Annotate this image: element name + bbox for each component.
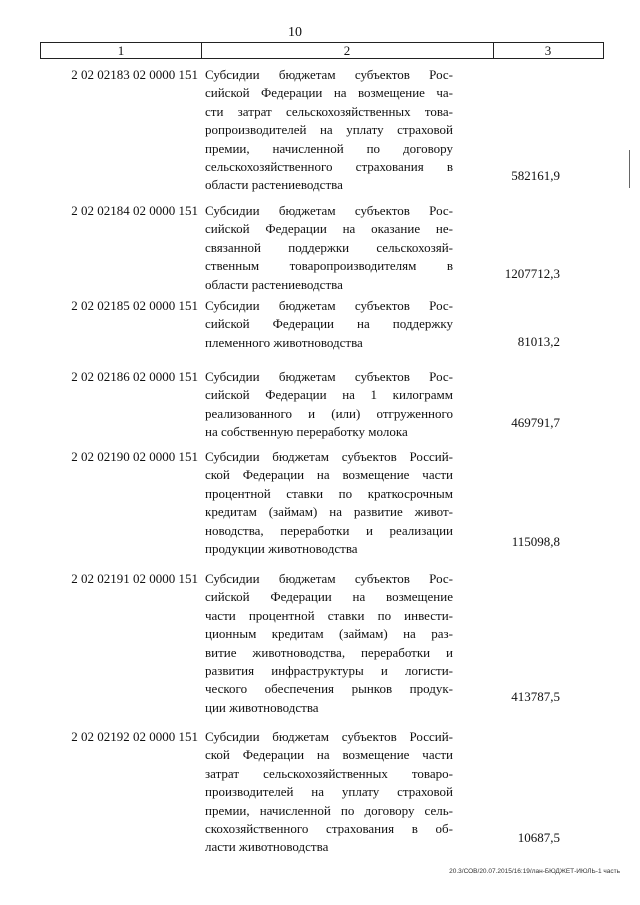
row-description [205,570,453,717]
row-code: 2 02 02191 02 0000 151 [71,571,198,586]
description-line: области растениеводства [205,177,343,193]
description-line: премии, начисленной по договору сель- [205,802,453,818]
description-line: Субсидии бюджетам субъектов Рос- [205,203,453,218]
row-amount: 413787,5 [511,689,560,704]
description-line: процентной ставки по краткосрочным [205,485,453,501]
description-line: ласти животноводства [205,839,329,855]
row-amount: 1207712,3 [504,266,560,281]
description-line: связанной поддержки сельскохозяй- [205,239,453,255]
description-line: ции животноводства [205,699,319,715]
row-description [205,297,453,352]
header-col-1: 1 [41,43,202,58]
description-line: части процентной ставки по инвести- [205,607,453,623]
row-description [205,728,453,857]
row-code: 2 02 02186 02 0000 151 [71,369,198,384]
description-line: затрат сельскохозяйственных товаро- [205,765,453,781]
header-col-2: 2 [201,43,494,58]
row-code: 2 02 02184 02 0000 151 [71,203,198,218]
description-line: кредитам (займам) на развитие живот- [205,504,453,520]
row-amount: 582161,9 [511,168,560,183]
row-code: 2 02 02185 02 0000 151 [71,298,198,313]
row-amount: 81013,2 [517,334,560,349]
description-line: витие животноводства, переработки и [205,644,453,660]
row-code: 2 02 02192 02 0000 151 [71,729,198,744]
table-header-row [40,42,604,59]
description-line: Субсидии бюджетам субъектов Россий- [205,449,453,464]
description-line: на собственную переработку молока [205,424,408,440]
row-description [205,202,453,294]
description-line: ской Федерации на возмещение части [205,467,453,483]
description-line: сти затрат сельскохозяйственных това- [205,103,453,119]
description-line: ческого обеспечения рынков продук- [205,681,453,697]
row-code: 2 02 02190 02 0000 151 [71,449,198,464]
description-line: сийской Федерации на возмещение [205,589,453,605]
row-description [205,448,453,558]
description-line: ционным кредитам (займам) на раз- [205,626,453,642]
description-line: новодства, переработки и реализации [205,522,453,538]
description-line: сийской Федерации на оказание не- [205,221,453,237]
footer-stamp: 20.3/СОВ/20.07.2015/16:19/лан-БЮДЖЕТ-ИЮЛЬ-1 часть [449,868,620,875]
row-description [205,368,453,442]
description-line: развития инфраструктуры и логисти- [205,663,453,679]
description-line: сийской Федерации на поддержку [205,316,453,332]
description-line: Субсидии бюджетам субъектов Рос- [205,67,453,82]
header-col-3: 3 [544,43,552,58]
row-code: 2 02 02183 02 0000 151 [71,67,198,82]
row-amount: 115098,8 [511,534,560,549]
description-line: реализованного и (или) отгруженного [205,405,453,421]
description-line: сельскохозяйственного страхования в [205,159,453,175]
description-line: сийской Федерации на возмещение ча- [205,85,453,101]
description-line: ропроизводителей на уплату страховой [205,122,453,138]
description-line: ственным товаропроизводителям в [205,258,453,274]
description-line: премии, начисленной по договору [205,140,453,156]
page-number: 10 [288,25,302,40]
row-description [205,66,453,195]
description-line: производителей на уплату страховой [205,784,453,800]
description-line: ской Федерации на возмещение части [205,747,453,763]
description-line: скохозяйственного страхования в об- [205,821,453,837]
description-line: сийской Федерации на 1 килограмм [205,387,453,403]
description-line: области растениеводства [205,276,343,292]
scan-margin-line [629,150,630,188]
description-line: Субсидии бюджетам субъектов Рос- [205,571,453,586]
description-line: племенного животноводства [205,334,363,350]
description-line: продукции животноводства [205,541,358,557]
row-amount: 10687,5 [517,830,560,845]
description-line: Субсидии бюджетам субъектов Рос- [205,298,453,313]
row-amount: 469791,7 [511,415,560,430]
description-line: Субсидии бюджетам субъектов Рос- [205,369,453,384]
description-line: Субсидии бюджетам субъектов Россий- [205,729,453,744]
